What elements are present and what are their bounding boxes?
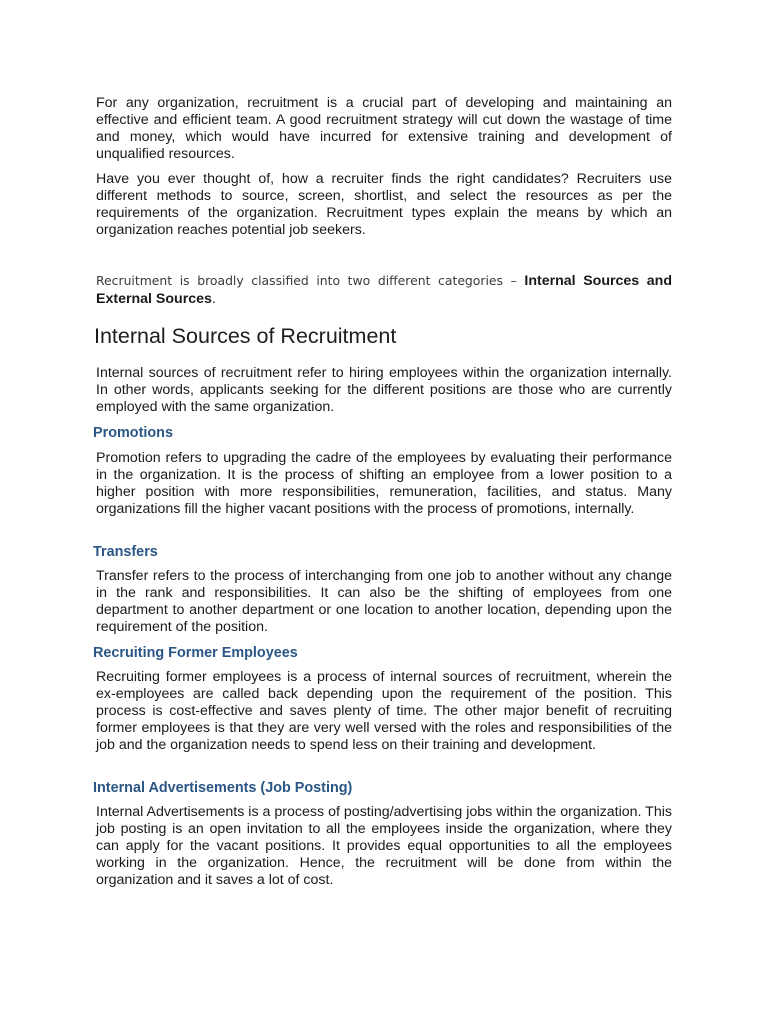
promotions-text: Promotion refers to upgrading the cadre of the employees by evaluating their performance in the organization. It is the process of shifting an employee from a lower position to a higher position with more responsibilities, remuneration, facilities, and status. Many organizations fill the higher vacant positions with the process of promotions, internally.	[96, 450, 672, 517]
intro-paragraph-1: For any organization, recruitment is a crucial part of developing and maintaining an effective and efficient team. A good recruitment strategy will cut down the wastage of time and money, which would have incurred for extensive training and development of unqualified resources.	[96, 95, 672, 162]
section-description: Internal sources of recruitment refer to hiring employees within the organization internally. In other words, applicants seeking for the different positions are those who are currently employed with the same organization.	[96, 365, 672, 415]
section-title: Internal Sources of Recruitment	[94, 324, 397, 348]
former-employees-heading: Recruiting Former Employees	[93, 645, 298, 661]
classification-lead: Recruitment is broadly classified into two different categories –	[96, 273, 525, 288]
classification-paragraph	[96, 272, 672, 308]
transfers-heading: Transfers	[93, 544, 158, 560]
promotions-heading: Promotions	[93, 425, 173, 441]
internal-ads-text: Internal Advertisements is a process of posting/advertising jobs within the organization. This job posting is an open invitation to all the employees inside the organization, where they can apply for the vacant positions. It provides equal opportunities to all the employees working in the organization. Hence, the recruitment will be done from within the organization and it saves a lot of cost.	[96, 804, 672, 888]
internal-ads-heading: Internal Advertisements (Job Posting)	[93, 780, 353, 796]
classification-end: .	[211, 290, 216, 307]
former-employees-text: Recruiting former employees is a process of internal sources of recruitment, wherein the ex-employees are called back depending upon the requirement of the position. This process is cost-effective and saves plenty of time. The other major benefit of recruiting former employees is that they are very well versed with the roles and responsibilities of the job and the organization needs to spend less on their training and development.	[96, 669, 672, 753]
intro-paragraph-2: Have you ever thought of, how a recruiter finds the right candidates? Recruiters use different methods to source, screen, shortlist, and select the resources as per the requirements of the organization. Recruitment types explain the means by which an organization reaches potential job seekers.	[96, 171, 672, 238]
classification-bold: Internal Sources and External Sources	[96, 273, 673, 307]
transfers-text: Transfer refers to the process of interchanging from one job to another without any change in the rank and responsibilities. It can also be the shifting of employees from one department to another department or one location to another location, depending upon the requirement of the position.	[96, 568, 672, 635]
